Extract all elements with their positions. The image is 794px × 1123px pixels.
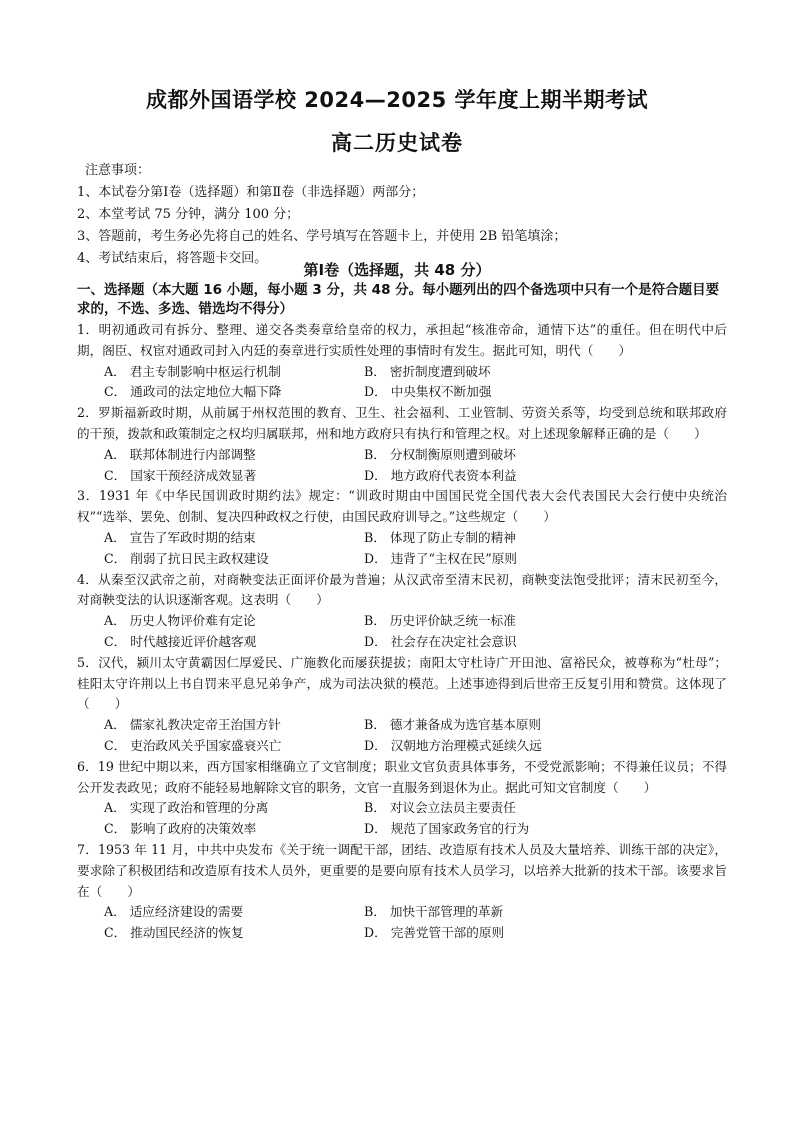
option-a[interactable]: A． 君主专制影响中枢运行机制 xyxy=(104,363,281,379)
question-stem: 4．从秦至汉武帝之前，对商鞅变法正面评价最为普遍；从汉武帝至清末民初，商鞅变法饱受批评；清末民初至今，对商鞅变法的认识逐渐客观。这表明（ ） xyxy=(77,571,727,608)
option-group xyxy=(77,445,727,487)
question-2 xyxy=(77,403,727,486)
option-d[interactable]: D． 社会存在决定社会意识 xyxy=(364,633,517,649)
option-group xyxy=(77,715,727,757)
option-group xyxy=(77,611,727,653)
option-b[interactable]: B． 体现了防止专制的精神 xyxy=(364,529,516,545)
option-d[interactable]: D． 违背了“主权在民”原则 xyxy=(364,550,517,566)
option-d[interactable]: D． 地方政府代表资本利益 xyxy=(364,467,517,483)
option-a[interactable]: A． 儒家礼教决定帝王治国方针 xyxy=(104,717,281,733)
question-3 xyxy=(77,486,727,569)
note-item: 1、本试卷分第Ⅰ卷（选择题）和第Ⅱ卷（非选择题）两部分； xyxy=(77,185,425,200)
option-group xyxy=(77,528,727,570)
option-c[interactable]: C． 通政司的法定地位大幅下降 xyxy=(104,384,282,400)
option-a[interactable]: A． 适应经济建设的需要 xyxy=(104,904,244,920)
option-a[interactable]: A． 实现了政治和管理的分离 xyxy=(104,800,269,816)
option-b[interactable]: B． 分权制衡原则遭到破坏 xyxy=(364,446,516,462)
question-stem: 2．罗斯福新政时期，从前属于州权范围的教育、卫生、社会福利、工业管制、劳资关系等，均受到总统和联邦政府的干预，拨款和政策制定之权均归属联邦，州和地方政府只有执行和管理之权。对上述现象解释正确的是（ ） xyxy=(77,405,727,441)
notes-heading: 注意事项： xyxy=(85,163,151,178)
question-stem: 3．1931 年《中华民国训政时期约法》规定：“训政时期由中国国民党全国代表大会代表国民大会行使中央统治权”“选举、罢免、创制、复决四种政权之行使，由国民政府训导之。”这些规定（ ） xyxy=(77,488,727,525)
question-6 xyxy=(77,757,727,840)
option-d[interactable]: D． 完善党管干部的原则 xyxy=(364,925,505,941)
question-stem: 1．明初通政司有拆分、整理、递交各类奏章给皇帝的权力，承担起“核准帝命，通情下达”的重任。但在明代中后期，阁臣、权宦对通政司封入内廷的奏章进行实质性处理的事情时有发生。据此可知，明代（ ） xyxy=(77,322,727,358)
option-group xyxy=(77,798,727,840)
option-b[interactable]: B． 密折制度遭到破坏 xyxy=(364,363,491,379)
section-title: 第Ⅰ卷（选择题，共 48 分） xyxy=(303,261,491,279)
option-c[interactable]: C． 国家干预经济成效显著 xyxy=(104,467,257,483)
option-a[interactable]: A． 历史人物评价难有定论 xyxy=(104,613,256,629)
option-b[interactable]: B． 历史评价缺乏统一标准 xyxy=(364,613,516,629)
question-list xyxy=(77,320,727,944)
notes-section xyxy=(77,160,737,270)
option-a[interactable]: A． 联邦体制进行内部调整 xyxy=(104,446,256,462)
option-group xyxy=(77,902,727,944)
question-stem: 7．1953 年 11 月，中共中央发布《关于统一调配干部，团结、改造原有技术人员及大量培养、训练干部的决定》，要求除了积极团结和改造原有技术人员外，更重要的是要向原有技术人员学习，以培养大批新的技术干部。该要求旨在（ ） xyxy=(77,841,727,899)
option-d[interactable]: D． 汉朝地方治理模式延续久远 xyxy=(364,737,542,753)
option-a[interactable]: A． 宣告了军政时期的结束 xyxy=(104,529,256,545)
option-c[interactable]: C． 推动国民经济的恢复 xyxy=(104,925,244,941)
option-b[interactable]: B． 加快干部管理的革新 xyxy=(364,904,504,920)
note-item: 2、本堂考试 75 分钟，满分 100 分； xyxy=(77,207,300,222)
note-item: 4、考试结束后，将答题卡交回。 xyxy=(77,251,268,266)
exam-title: 成都外国语学校 2024—2025 学年度上期半期考试 xyxy=(145,88,648,112)
note-item: 3、答题前，考生务必先将自己的姓名、学号填写在答题卡上，并使用 2B 铅笔填涂； xyxy=(77,229,567,244)
option-b[interactable]: B． 德才兼备成为选官基本原则 xyxy=(364,717,541,733)
option-d[interactable]: D． 中央集权不断加强 xyxy=(364,384,492,400)
option-c[interactable]: C． 影响了政府的决策效率 xyxy=(104,821,257,837)
question-7 xyxy=(77,840,727,944)
option-b[interactable]: B． 对议会立法员主要责任 xyxy=(364,800,516,816)
question-5 xyxy=(77,653,727,757)
option-c[interactable]: C． 削弱了抗日民主政权建设 xyxy=(104,550,269,566)
question-stem: 6．19 世纪中期以来，西方国家相继确立了文官制度；职业文官负责具体事务，不受党派影响；不得兼任议员；不得公开发表政见；政府不能轻易地解除文官的职务，文官一直服务到退休为止。据此可知文官制度（ ） xyxy=(77,758,727,795)
question-1 xyxy=(77,320,727,403)
question-4 xyxy=(77,570,727,653)
option-c[interactable]: C． 吏治政风关乎国家盛衰兴亡 xyxy=(104,737,282,753)
option-group xyxy=(77,362,727,404)
question-stem: 5．汉代，颍川太守黄霸因仁厚爱民、广施教化而屡获提拔；南阳太守杜诗广开田池、富裕民众，被尊称为“杜母”；桂阳太守许荆以上书自罚来平息兄弟争产，成为司法决狱的模范。上述事迹得到后世帝王反复引用和赞赏。这体现了（ ） xyxy=(77,654,727,712)
exam-subtitle: 高二历史试卷 xyxy=(331,131,463,155)
section-instruction: 一、选择题（本大题 16 小题，每小题 3 分，共 48 分。每小题列出的四个备选项中只有一个是符合题目要求的，不选、多选、错选均不得分） xyxy=(77,282,720,317)
option-d[interactable]: D． 规范了国家政务官的行为 xyxy=(364,821,530,837)
option-c[interactable]: C． 时代越接近评价越客观 xyxy=(104,633,257,649)
